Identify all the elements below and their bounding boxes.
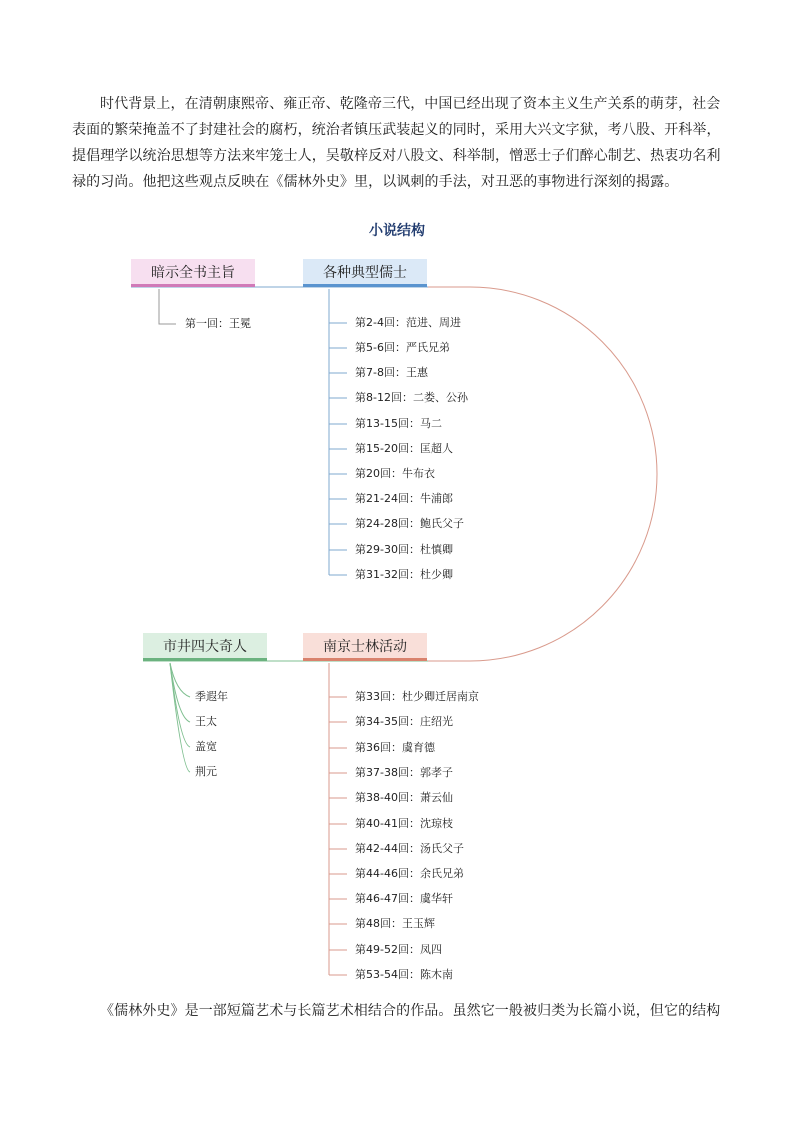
eccentrics-item: 王太: [195, 715, 217, 728]
scholars-item: 第5-6回：严氏兄弟: [355, 341, 450, 354]
node-scholars: 各种典型儒士: [303, 259, 427, 287]
nanjing-item: 第53-54回：陈木南: [355, 968, 453, 981]
scholars-item: 第20回：牛布衣: [355, 467, 435, 480]
scholars-item: 第29-30回：杜慎卿: [355, 543, 453, 556]
node-nanjing: 南京士林活动: [303, 633, 427, 661]
nanjing-item: 第42-44回：汤氏父子: [355, 842, 464, 855]
diagram-title: 小说结构: [369, 223, 425, 239]
nanjing-item: 第46-47回：虞华轩: [355, 892, 453, 905]
nanjing-item: 第40-41回：沈琼枝: [355, 817, 453, 830]
intro-line: 表面的繁荣掩盖不了封建社会的腐朽，统治者镇压武装起义的同时，采用大兴文字狱，考八股、开科举，: [72, 122, 721, 138]
intro-line: 提倡理学以统治思想等方法来牢笼士人，吴敬梓反对八股文、科举制，憎恶士子们醉心制艺、热衷功名利: [72, 148, 721, 164]
intro-line: 禄的习尚。他把这些观点反映在《儒林外史》里，以讽刺的手法，对丑恶的事物进行深刻的揭露。: [72, 174, 679, 190]
theme-item: 第一回：王冕: [185, 317, 251, 330]
eccentrics-item: 盖宽: [195, 740, 217, 753]
nanjing-item: 第34-35回：庄绍光: [355, 715, 453, 728]
nanjing-item: 第49-52回：凤四: [355, 943, 442, 956]
scholars-item: 第2-4回：范进、周进: [355, 316, 461, 329]
eccentrics-item: 季遐年: [195, 690, 228, 703]
scholars-item: 第8-12回：二娄、公孙: [355, 391, 468, 404]
node-eccentrics: 市井四大奇人: [143, 633, 267, 661]
outro-line: 《儒林外史》是一部短篇艺术与长篇艺术相结合的作品。虽然它一般被归类为长篇小说，但它的结构: [100, 1003, 721, 1019]
scholars-item: 第31-32回：杜少卿: [355, 568, 453, 581]
scholars-item: 第21-24回：牛浦郎: [355, 492, 453, 505]
eccentrics-item: 荆元: [195, 765, 217, 778]
node-theme: 暗示全书主旨: [131, 259, 255, 287]
nanjing-item: 第44-46回：余氏兄弟: [355, 867, 464, 880]
outro-paragraph: [100, 998, 722, 1024]
nanjing-item: 第48回：王玉辉: [355, 917, 435, 930]
nanjing-item: 第33回：杜少卿迁居南京: [355, 690, 479, 703]
scholars-item: 第15-20回：匡超人: [355, 442, 453, 455]
intro-line: 时代背景上，在清朝康熙帝、雍正帝、乾隆帝三代，中国已经出现了资本主义生产关系的萌芽，社会: [100, 96, 721, 112]
nanjing-item: 第36回：虞育德: [355, 741, 435, 754]
scholars-item: 第24-28回：鲍氏父子: [355, 517, 464, 530]
scholars-item: 第7-8回：王惠: [355, 366, 428, 379]
nanjing-item: 第38-40回：萧云仙: [355, 791, 453, 804]
nanjing-item: 第37-38回：郭孝子: [355, 766, 453, 779]
scholars-item: 第13-15回：马二: [355, 417, 442, 430]
